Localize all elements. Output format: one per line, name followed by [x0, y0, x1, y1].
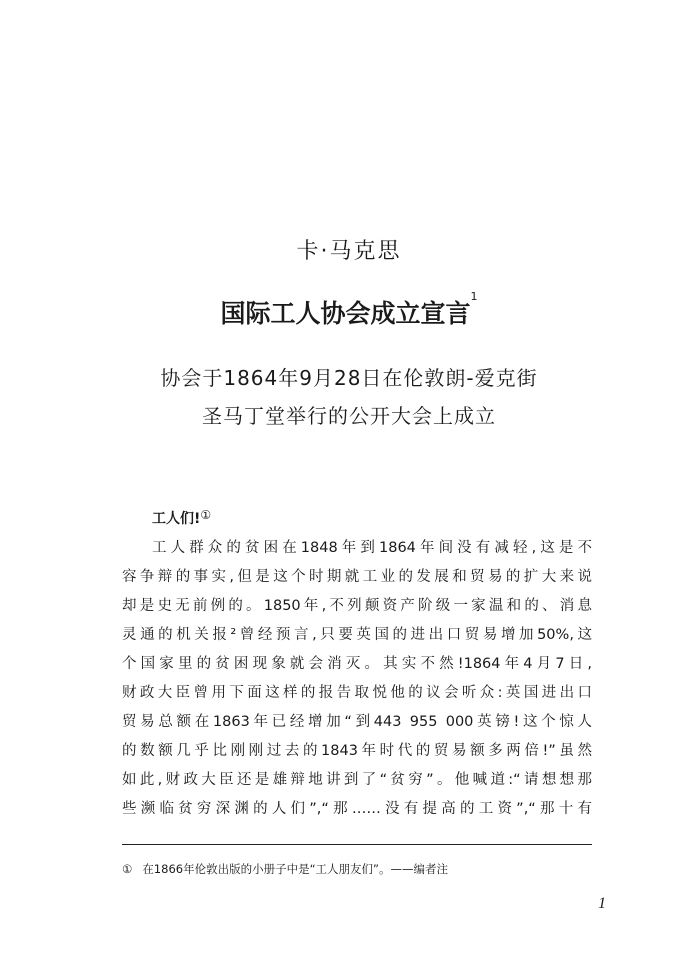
body-line: 容争辩的事实,但是这个时期就工业的发展和贸易的扩大来说	[122, 569, 592, 585]
page-number: 1	[598, 895, 606, 912]
body-line: 工人群众的贫困在1848年到1864年间没有减轻,这是不	[152, 540, 592, 556]
footnote	[122, 861, 448, 877]
body-text	[122, 534, 592, 824]
author-name: 卡·马克思	[296, 239, 402, 264]
footnote-marker: ①	[122, 862, 133, 876]
body-line: 如此,财政大臣还是雄辩地讲到了“贫穷”。他喊道:“请想想那	[122, 772, 592, 788]
body-line: 的数额几乎比刚刚过去的1843年时代的贸易额多两倍!”虽然	[122, 743, 592, 759]
salutation-footnote-marker: ①	[200, 508, 212, 522]
body-line: 却是史无前例的。1850年,不列颠资产阶级一家温和的、消息	[122, 598, 592, 614]
title-text: 国际工人协会成立宣言	[220, 299, 471, 328]
footnote-divider	[122, 844, 592, 845]
salutation	[152, 508, 211, 528]
body-line: 灵通的机关报²曾经预言,只要英国的进出口贸易增加50%,这	[122, 627, 592, 643]
footnote-text: 在1866年伦敦出版的小册子中是“工人朋友们”。——编者注	[142, 862, 448, 876]
body-line: 贸易总额在1863年已经增加“到443 955 000英镑!这个惊人	[122, 714, 592, 730]
salutation-text: 工人们!	[152, 511, 201, 527]
body-line: 个国家里的贫困现象就会消灭。其实不然!1864年4月7日,	[122, 656, 592, 672]
body-line: 些濒临贫穷深渊的人们”,“那……没有提高的工资”,“那十有	[122, 801, 592, 817]
body-line: 财政大臣曾用下面这样的报告取悦他的议会听众:英国进出口	[122, 685, 592, 701]
title-note-marker: 1	[470, 290, 478, 303]
subtitle-line-2: 圣马丁堂举行的公开大会上成立	[202, 404, 496, 428]
document-title	[0, 290, 698, 330]
subtitle-line-1: 协会于1864年9月28日在伦敦朗-爱克街	[160, 366, 538, 390]
